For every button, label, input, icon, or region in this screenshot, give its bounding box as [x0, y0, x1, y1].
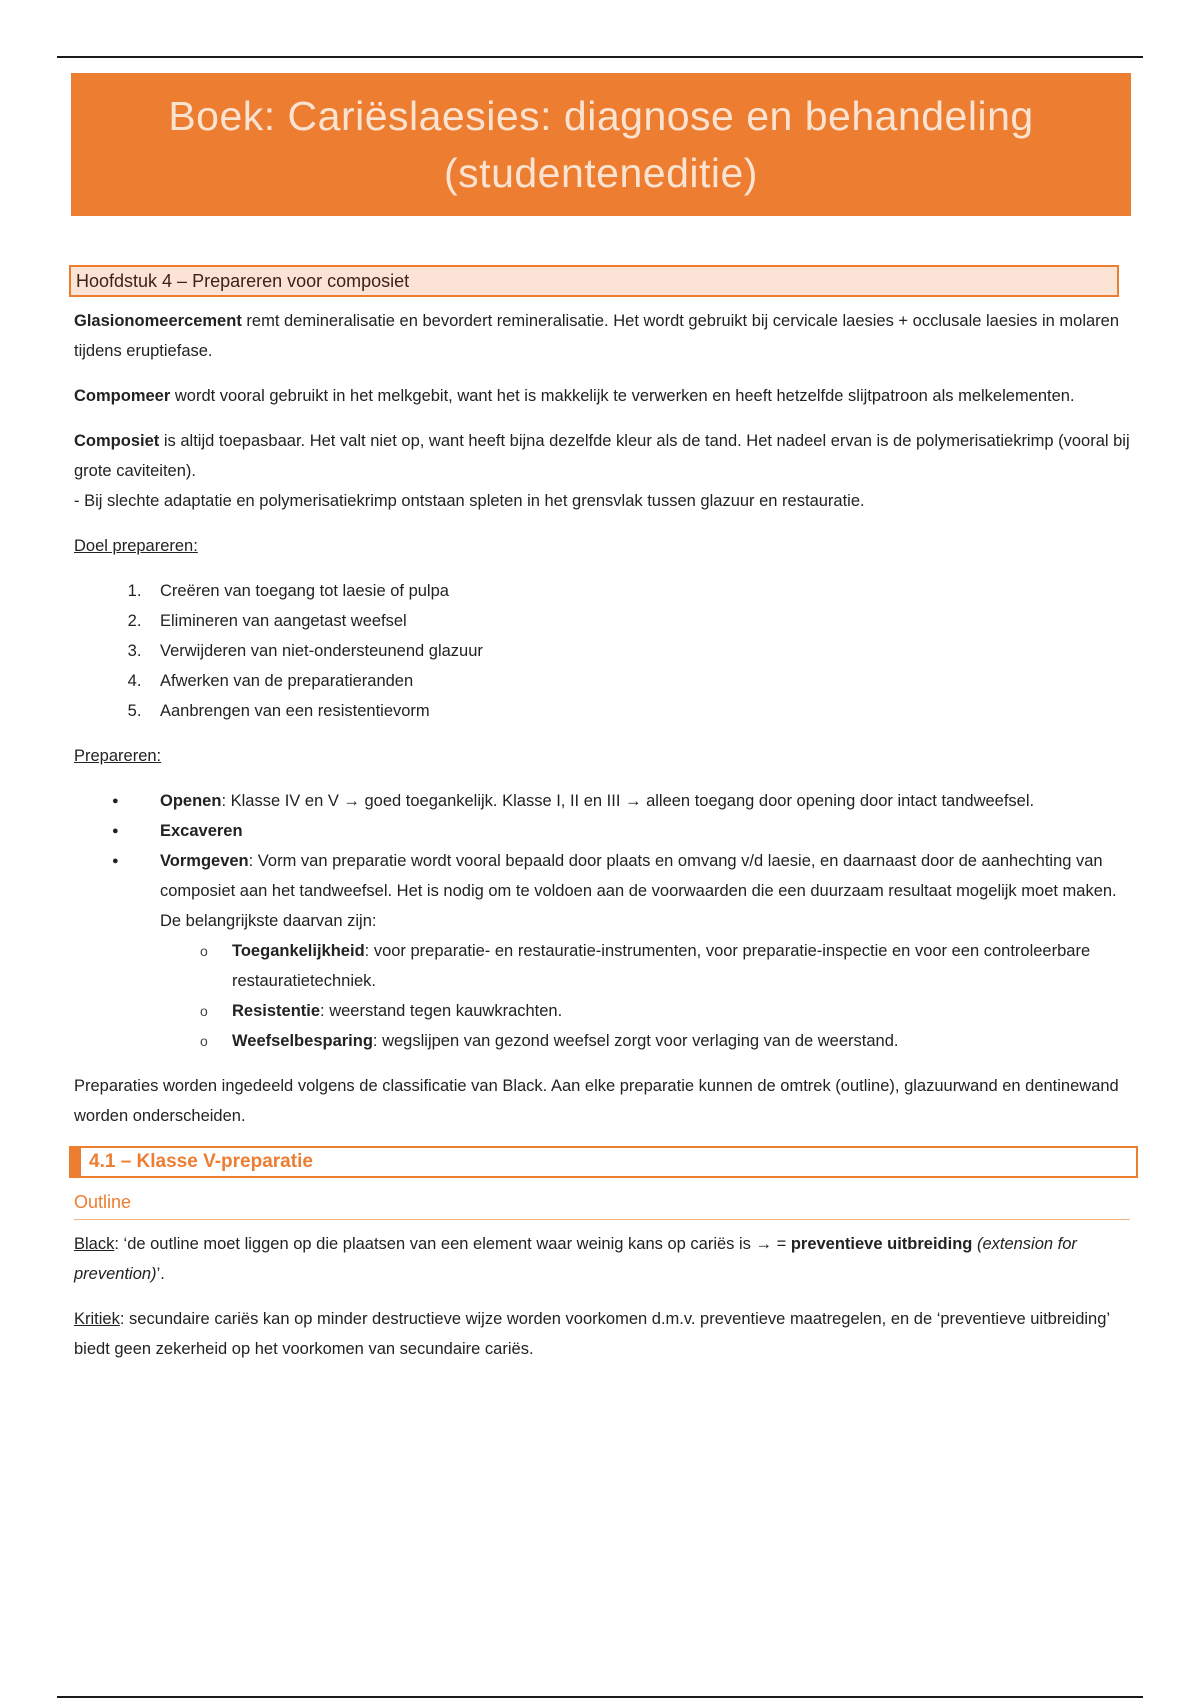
paragraph-compomeer: Compomeer wordt vooral gebruikt in het melkgebit, want het is makkelijk te verwerken en heeft hetzelfde slijtpatroon als melkelementen.: [74, 387, 1075, 405]
paragraph-glasionomeercement: Glasionomeercement remt demineralisatie en bevordert remineralisatie. Het wordt gebruikt bij cervicale laesies + occlusale laesies in molaren tijdens eruptiefase.: [74, 312, 1120, 360]
term-glasionomeercement: Glasionomeercement: [74, 312, 242, 330]
list-item: o Weefselbesparing: wegslijpen van gezond weefsel zorgt voor verlaging van de weerstand.: [232, 1026, 1134, 1056]
list-item: 5. Aanbrengen van een resistentievorm: [146, 696, 1134, 726]
top-rule: [57, 56, 1143, 58]
chapter-heading: Hoofdstuk 4 – Prepareren voor composiet: [69, 265, 1119, 297]
term-composiet: Composiet: [74, 432, 160, 450]
steps-label: Prepareren:: [74, 747, 162, 765]
list-item: 3. Verwijderen van niet-ondersteunend glazuur: [146, 636, 1134, 666]
list-item: o Resistentie: weerstand tegen kauwkrachten.: [232, 996, 1134, 1026]
goals-list: [74, 576, 1134, 726]
composiet-note: - Bij slechte adaptatie en polymerisatiekrimp ontstaan spleten in het grensvlak tussen glazuur en restauratie.: [74, 492, 865, 510]
bottom-rule: [57, 1696, 1143, 1698]
section-heading: 4.1 – Klasse V-preparatie: [69, 1146, 1138, 1178]
document-body: [74, 265, 1134, 1364]
goals-label: Doel prepareren:: [74, 537, 198, 555]
list-item: o Toegankelijkheid: voor preparatie- en restauratie-instrumenten, voor preparatie-inspectie en voor een controleerbare restauratietechniek.: [232, 936, 1134, 996]
list-item: ● Openen: Klasse IV en V → goed toegankelijk. Klasse I, II en III → alleen toegang door opening door intact tandweefsel.: [146, 786, 1134, 816]
title-line-2: (studenteneditie): [444, 149, 758, 196]
subsection-heading: Outline: [74, 1187, 1130, 1220]
list-item: 1. Creëren van toegang tot laesie of pulpa: [146, 576, 1134, 606]
term-compomeer: Compomeer: [74, 387, 171, 405]
closing-paragraph: Preparaties worden ingedeeld volgens de classificatie van Black. Aan elke preparatie kunnen de omtrek (outline), glazuurwand en dentinewand worden onderscheiden.: [74, 1077, 1119, 1125]
conditions-list: [160, 936, 1134, 1056]
steps-list: [74, 786, 1134, 1056]
list-item: 4. Afwerken van de preparatieranden: [146, 666, 1134, 696]
list-item: ● Vormgeven: Vorm van preparatie wordt vooral bepaald door plaats en omvang v/d laesie, en daarnaast door de aanhechting van composiet aan het tandweefsel. Het is nodig om te voldoen aan de voorwaarden die een duurzaam resultaat mogelijk moet maken. De belangrijkste daarvan zijn: o Toegankelijkheid: voor preparatie- en restauratie-instrumenten, voor preparatie-inspectie en voor een controleerbare restauratietechniek. o Resistentie: weerstand tegen kauwkrachten. o Weefselbesparing: wegslijpen van gezond weefsel zorgt voor verlaging van de weerstand.: [146, 846, 1134, 1056]
paragraph-kritiek: Kritiek: secundaire cariës kan op minder destructieve wijze worden voorkomen d.m.v. preventieve maatregelen, en de ‘preventieve uitbreiding’ biedt geen zekerheid op het voorkomen van secundaire cariës.: [74, 1310, 1110, 1358]
list-item: 2. Elimineren van aangetast weefsel: [146, 606, 1134, 636]
paragraph-composiet: Composiet is altijd toepasbaar. Het valt niet op, want heeft bijna dezelfde kleur als de tand. Het nadeel ervan is de polymerisatiekrimp (vooral bij grote caviteiten).: [74, 432, 1130, 480]
paragraph-black: Black: ‘de outline moet liggen op die plaatsen van een element waar weinig kans op cariës is → = preventieve uitbreiding (extension for prevention)’.: [74, 1235, 1077, 1283]
list-item: ● Excaveren: [146, 816, 1134, 846]
title-banner: [71, 73, 1131, 216]
title-line-1: Boek: Cariëslaesies: diagnose en behandeling: [168, 92, 1034, 139]
